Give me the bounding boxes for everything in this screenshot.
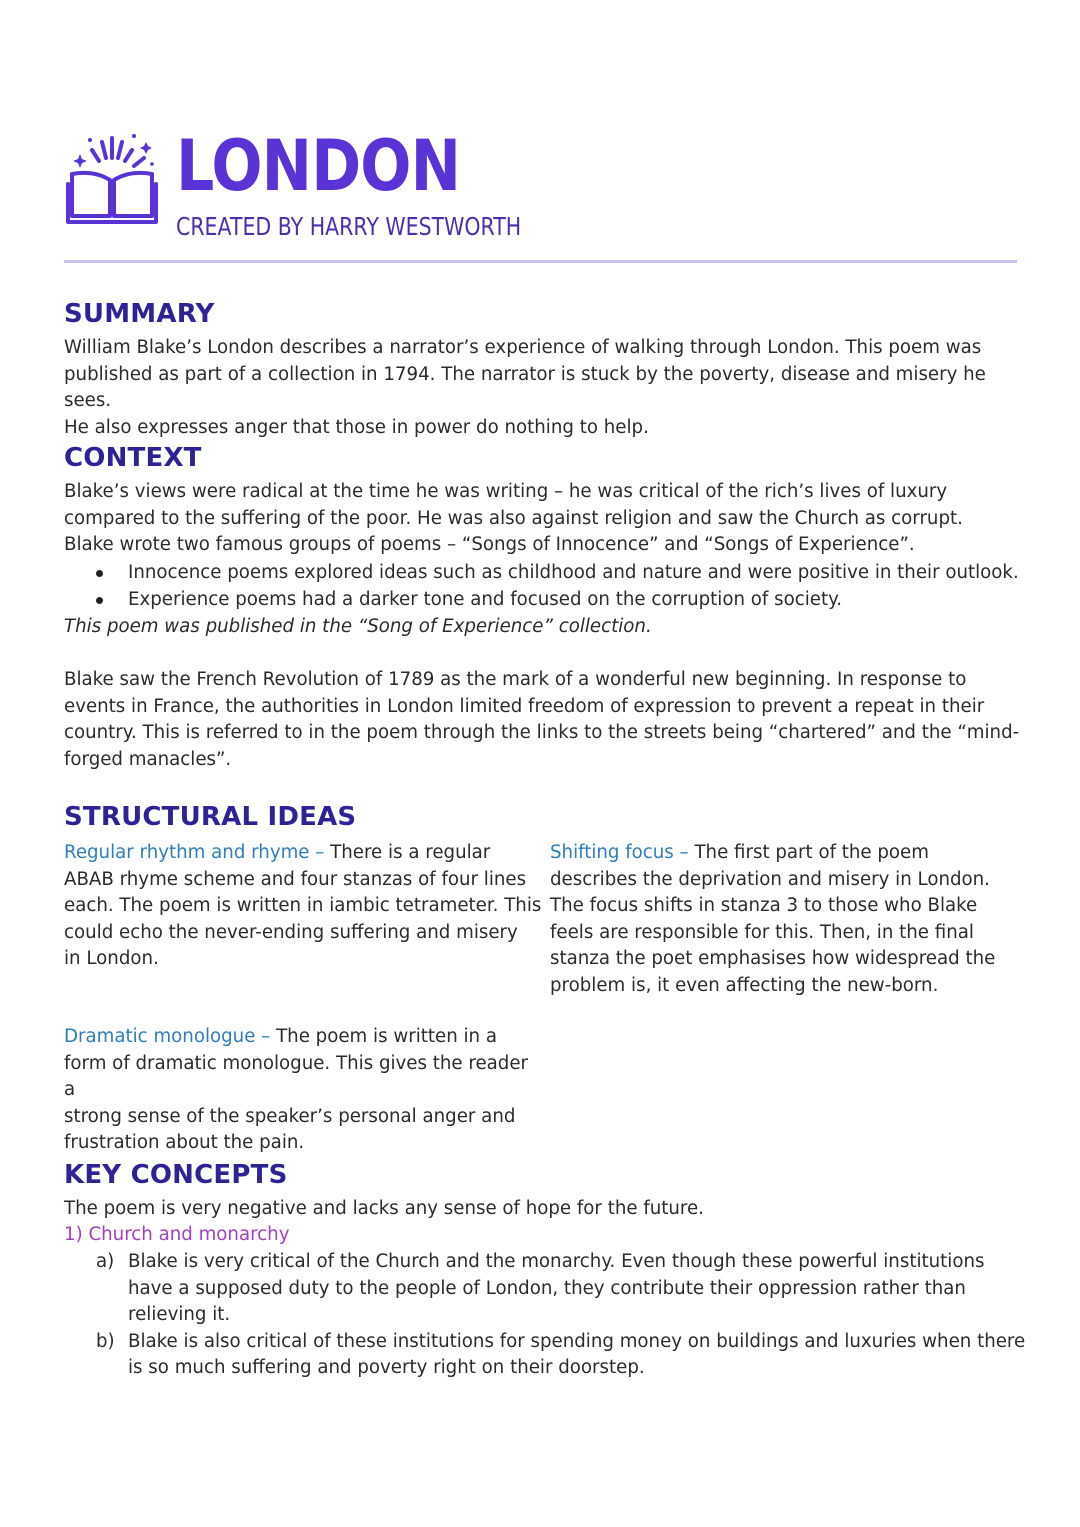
focus-line: The focus shifts in stanza 3 to those who Blake [550, 895, 978, 916]
list-item-text: Experience poems had a darker tone and focused on the corruption of society. [128, 588, 843, 610]
list-item-line: have a supposed duty to the people of London, they contribute their oppression rather than [128, 1277, 966, 1299]
list-item [96, 1249, 1026, 1329]
poem-groups-list [64, 560, 1024, 613]
list-marker: a) [96, 1251, 115, 1272]
context-line: country. This is referred to in the poem through the links to the streets being “chartered” and the “mind- [64, 722, 1020, 743]
list-item [96, 1329, 1026, 1382]
context-line: compared to the suffering of the poor. He was also against religion and saw the Church as corrupt. [64, 507, 963, 529]
monologue-block [64, 1024, 542, 1157]
rhythm-line: in London. [64, 948, 159, 969]
list-item-text: Innocence poems explored ideas such as childhood and nature and were positive in their outlook. [128, 562, 1019, 583]
monologue-line: frustration about the pain. [64, 1132, 305, 1153]
collection-note: This poem was published in the “Song of Experience” collection. [64, 616, 652, 637]
context-line: events in France, the authorities in London limited freedom of expression to prevent a repeat in their [64, 695, 985, 717]
monologue-line: form of dramatic monologue. This gives the reader a [64, 1052, 529, 1100]
context-line: forged manacles”. [64, 748, 232, 770]
summary-line: He also expresses anger that those in power do nothing to help. [64, 416, 649, 438]
monologue-line: The poem is written in a [270, 1026, 498, 1047]
list-item-line: Blake is very critical of the Church and the monarchy. Even though these powerful institutions [128, 1251, 985, 1272]
monologue-line: strong sense of the speaker’s personal anger and [64, 1105, 516, 1127]
list-item-line: is so much suffering and poverty right on their doorstep. [128, 1357, 645, 1378]
focus-line: describes the deprivation and misery in London. [550, 868, 990, 890]
summary-line: William Blake’s London describes a narrator’s experience of walking through London. This poem was [64, 337, 982, 358]
context-line: Blake saw the French Revolution of 1789 as the mark of a wonderful new beginning. In response to [64, 669, 967, 690]
key-concepts-intro: The poem is very negative and lacks any sense of hope for the future. [64, 1198, 704, 1219]
rhythm-label: Regular rhythm and rhyme – [64, 842, 325, 863]
context-line: Blake’s views were radical at the time he was writing – he was critical of the rich’s lives of luxury [64, 481, 948, 502]
context-line: Blake wrote two famous groups of poems – “Songs of Innocence” and “Songs of Experience”. [64, 534, 915, 555]
bullet-icon [96, 597, 103, 604]
focus-line: problem is, it even affecting the new-born. [550, 974, 939, 996]
context-paragraph-2 [64, 667, 1024, 773]
concept-sublist [96, 1249, 1026, 1382]
list-item [64, 560, 1024, 587]
context-heading: CONTEXT [64, 443, 202, 473]
rhythm-line: each. The poem is written in iambic tetrameter. This [64, 895, 542, 916]
context-paragraph [64, 479, 1024, 559]
bullet-icon [96, 570, 103, 577]
header-divider [64, 260, 1017, 263]
concept-item-church-monarchy: 1) Church and monarchy [64, 1224, 290, 1245]
rhythm-line: There is a regular [324, 842, 491, 863]
focus-label: Shifting focus – [550, 842, 689, 863]
author-byline: CREATED BY HARRY WESTWORTH [176, 212, 522, 241]
monologue-label: Dramatic monologue – [64, 1026, 271, 1047]
summary-line: published as part of a collection in 1794. The narrator is stuck by the poverty, disease and misery he sees. [64, 363, 986, 411]
list-item-line: relieving it. [128, 1304, 231, 1325]
rhythm-block [64, 840, 542, 973]
open-book-icon [64, 128, 160, 228]
summary-paragraph [64, 335, 1024, 441]
summary-heading: SUMMARY [64, 299, 215, 329]
rhythm-line: could echo the never-ending suffering and misery [64, 921, 518, 943]
list-item [64, 587, 1024, 614]
focus-block [550, 840, 1028, 999]
page-title: LONDON [176, 125, 461, 207]
list-item-line: Blake is also critical of these institutions for spending money on buildings and luxuries when there [128, 1330, 1026, 1352]
key-concepts-heading: KEY CONCEPTS [64, 1160, 288, 1190]
rhythm-line: ABAB rhyme scheme and four stanzas of four lines [64, 868, 527, 890]
structural-heading: STRUCTURAL IDEAS [64, 802, 357, 832]
focus-line: stanza the poet emphasises how widespread the [550, 948, 996, 969]
focus-line: feels are responsible for this. Then, in the final [550, 921, 974, 943]
focus-line: The first part of the poem [688, 842, 929, 863]
list-marker: b) [96, 1330, 115, 1352]
